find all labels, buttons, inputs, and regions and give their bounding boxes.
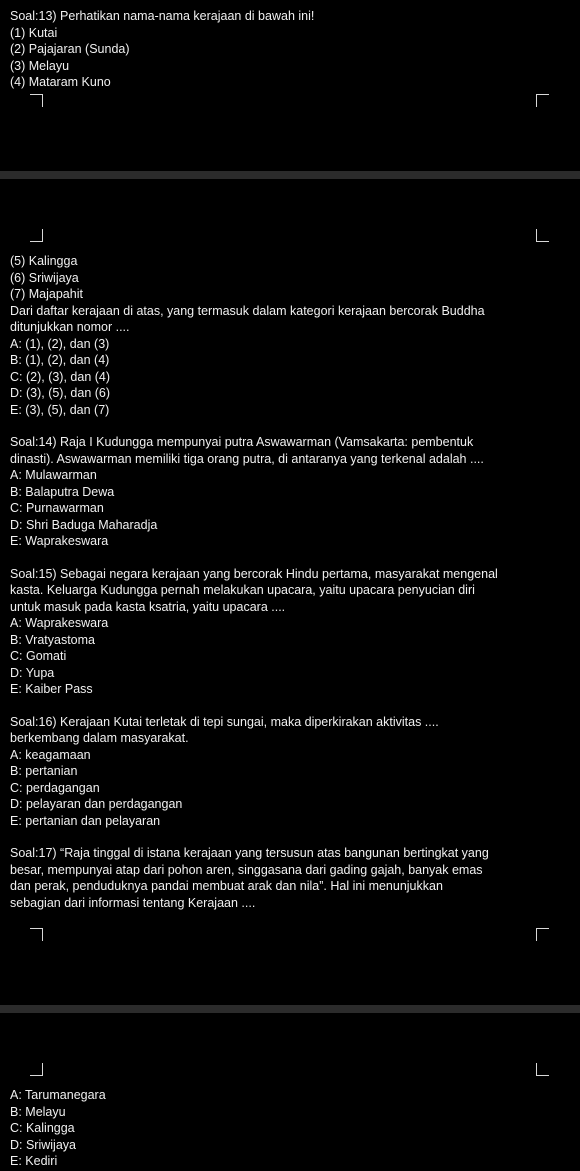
answer-option: E: pertanian dan pelayaran	[10, 813, 161, 828]
page-corner-mark	[30, 94, 43, 107]
question-15-text: Soal:15) Sebagai negara kerajaan yang bercorak Hindu pertama, masyarakat mengenal	[10, 566, 498, 581]
answer-option: C: Gomati	[10, 649, 67, 663]
answer-option: D: Shri Baduga Maharadja	[10, 517, 158, 532]
question-17-text: sebagian dari informasi tentang Kerajaan ....	[10, 895, 256, 910]
page-corner-mark	[536, 1063, 549, 1076]
answer-option: D: (3), (5), dan (6)	[10, 386, 111, 400]
page-separator	[0, 1005, 580, 1013]
answer-option: E: Kaiber Pass	[10, 682, 93, 696]
question-13-text: Dari daftar kerajaan di atas, yang termasuk dalam kategori kerajaan bercorak Buddha	[10, 303, 485, 318]
list-item: (4) Mataram Kuno	[10, 75, 111, 89]
answer-option: C: Purnawarman	[10, 501, 104, 515]
answer-option: A: Waprakeswara	[10, 616, 109, 630]
page-corner-mark	[536, 928, 549, 941]
page-corner-mark	[30, 928, 43, 941]
list-item: (1) Kutai	[10, 25, 58, 40]
page2-text	[10, 253, 570, 911]
answer-option: C: perdagangan	[10, 780, 100, 795]
page-separator	[0, 171, 580, 179]
question-14-text: Soal:14) Raja I Kudungga mempunyai putra Aswawarman (Vamsakarta: pembentuk	[10, 435, 474, 449]
answer-option: B: pertanian	[10, 764, 78, 778]
answer-option: B: Melayu	[10, 1104, 66, 1119]
list-item: (5) Kalingga	[10, 254, 78, 268]
answer-option: B: (1), (2), dan (4)	[10, 353, 110, 367]
answer-option: E: Waprakeswara	[10, 534, 109, 548]
list-item: (3) Melayu	[10, 58, 70, 73]
answer-option: A: keagamaan	[10, 747, 91, 762]
list-item: (6) Sriwijaya	[10, 270, 79, 285]
answer-option: C: Kalingga	[10, 1121, 75, 1135]
question-16-text: Soal:16) Kerajaan Kutai terletak di tepi sungai, maka diperkirakan aktivitas ....	[10, 714, 439, 729]
answer-option: B: Vratyastoma	[10, 632, 95, 647]
question-14-text: dinasti). Aswawarman memiliki tiga orang putra, di antaranya yang terkenal adalah ....	[10, 451, 484, 466]
answer-option: A: Mulawarman	[10, 468, 97, 482]
question-17-text: besar, mempunyai atap dari pohon aren, singgasana dari gading gajah, banyak emas	[10, 862, 483, 877]
answer-option: A: (1), (2), dan (3)	[10, 336, 110, 351]
page-corner-mark	[30, 229, 43, 242]
page-corner-mark	[30, 1063, 43, 1076]
answer-option: D: Yupa	[10, 665, 55, 680]
question-13-text: ditunjukkan nomor ....	[10, 320, 130, 334]
question-17-text: Soal:17) “Raja tinggal di istana kerajaan yang tersusun atas bangunan bertingkat yang	[10, 846, 489, 860]
question-15-text: kasta. Keluarga Kudungga pernah melakukan upacara, yaitu upacara penyucian diri	[10, 583, 475, 597]
page3-text	[10, 1087, 570, 1170]
question-17-text: dan perak, penduduknya pandai membuat arak dan nila”. Hal ini menunjukkan	[10, 879, 443, 893]
list-item: (2) Pajajaran (Sunda)	[10, 42, 130, 56]
page-corner-mark	[536, 229, 549, 242]
answer-option: E: Kediri	[10, 1154, 58, 1168]
answer-option: E: (3), (5), dan (7)	[10, 402, 110, 417]
list-item: (7) Majapahit	[10, 287, 83, 301]
question-16-text: berkembang dalam masyarakat.	[10, 731, 189, 745]
answer-option: D: Sriwijaya	[10, 1137, 76, 1152]
answer-option: B: Balaputra Dewa	[10, 484, 115, 499]
page-corner-mark	[536, 94, 549, 107]
question-15-text: untuk masuk pada kasta ksatria, yaitu upacara ....	[10, 599, 286, 614]
page1-text	[10, 8, 570, 91]
answer-option: C: (2), (3), dan (4)	[10, 369, 111, 384]
answer-option: D: pelayaran dan perdagangan	[10, 797, 183, 811]
answer-option: A: Tarumanegara	[10, 1088, 106, 1102]
question-13-title: Soal:13) Perhatikan nama-nama kerajaan di bawah ini!	[10, 9, 315, 23]
